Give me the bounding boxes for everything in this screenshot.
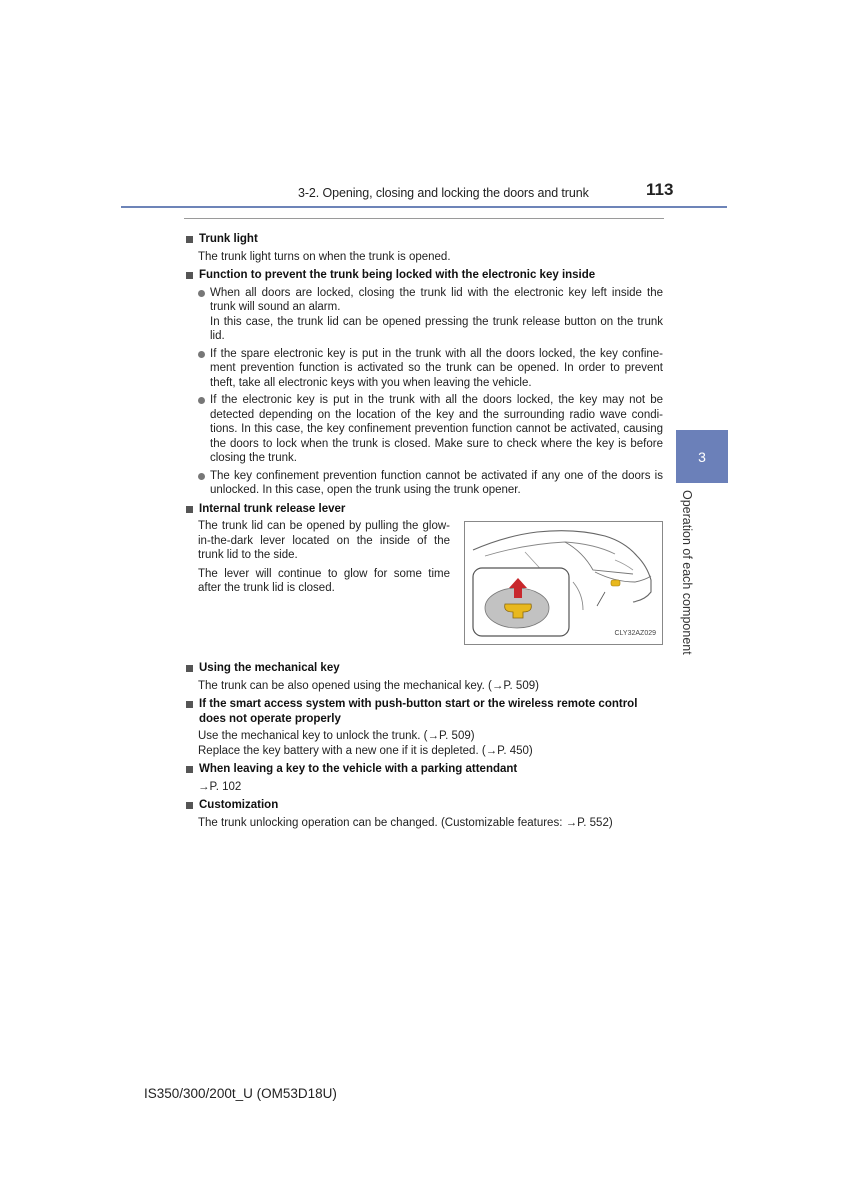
list-item	[198, 469, 663, 498]
section-internal-lever	[185, 502, 663, 646]
section-mechanical-key	[185, 661, 663, 693]
header-rule	[121, 206, 727, 208]
page-number: 113	[646, 180, 674, 199]
trunk-lever-illustration	[464, 521, 663, 645]
circle-bullet-icon	[198, 290, 205, 297]
square-bullet-icon	[186, 802, 193, 809]
bullet-text: If the electronic key is put in the trunk with all the doors locked, the key may not be detected depending on the location of the key and the surrounding radio wave condi- tions. In this case, the key confinement prevention function cannot be activated, causing the doors to lock when the trunk is closed. Make sure to check where the key is before closing the trunk.	[210, 394, 663, 464]
footer-model: IS350/300/200t_U (OM53D18U)	[144, 1086, 337, 1101]
list-item	[198, 393, 663, 466]
section-trunk-light	[185, 232, 663, 264]
square-bullet-icon	[186, 766, 193, 773]
list-item	[198, 347, 663, 391]
page-reference: →P. 102	[198, 780, 242, 793]
heading-parking-attendant	[185, 762, 663, 777]
heading-customization	[185, 798, 663, 813]
circle-bullet-icon	[198, 397, 205, 404]
header-section-title: 3-2. Opening, closing and locking the doors and trunk	[298, 186, 589, 200]
square-bullet-icon	[186, 236, 193, 243]
heading-text: Customization	[199, 799, 279, 811]
section-lock-prevention	[185, 268, 663, 498]
section-parking-attendant	[185, 762, 663, 794]
spacer	[185, 645, 663, 657]
heading-text: Function to prevent the trunk being locked with the electronic key inside	[199, 269, 596, 281]
heading-text: When leaving a key to the vehicle with a parking attendant	[199, 763, 518, 775]
lever-content	[185, 519, 663, 645]
heading-mechanical-key	[185, 661, 663, 676]
paragraph: Use the mechanical key to unlock the trunk. (→P. 509)	[198, 730, 475, 742]
paragraph: The trunk lid can be opened by pulling the glow-in-the-dark lever located on the inside of the trunk lid to the side.	[198, 520, 450, 561]
heading-trunk-light	[185, 232, 663, 247]
figure-code: CLY32AZ029	[614, 629, 656, 637]
section-customization	[185, 798, 663, 830]
chapter-number: 3	[698, 448, 706, 465]
heading-text: Trunk light	[199, 233, 258, 245]
heading-text: If the smart access system with push-button start or the wireless remote control does not operate properly	[199, 698, 638, 725]
paragraph: The trunk unlocking operation can be changed. (Customizable features: →P. 552)	[198, 816, 613, 829]
heading-internal-lever	[185, 502, 663, 517]
lever-text	[198, 519, 450, 645]
list-item	[198, 286, 663, 344]
circle-bullet-icon	[198, 351, 205, 358]
chapter-tab	[676, 430, 728, 483]
heading-smart-access	[185, 697, 663, 726]
paragraph: The trunk light turns on when the trunk is opened.	[198, 250, 451, 263]
bullet-text: If the spare electronic key is put in the trunk with all the doors locked, the key confine- ment prevention function is activated so the trunk can be opened. In order to prevent theft, take all electronic keys with you when leaving the vehicle.	[210, 347, 663, 389]
square-bullet-icon	[186, 701, 193, 708]
chapter-title: Operation of each component	[680, 490, 694, 655]
paragraph: The lever will continue to glow for some time after the trunk lid is closed.	[198, 567, 450, 594]
paragraph: Replace the key battery with a new one if it is depleted. (→P. 450)	[198, 744, 533, 757]
square-bullet-icon	[186, 665, 193, 672]
content-rule	[184, 218, 664, 219]
section-smart-access	[185, 697, 663, 758]
bullet-text: In this case, the trunk lid can be opened pressing the trunk release button on the trunk lid.	[210, 315, 663, 342]
main-content	[185, 228, 663, 830]
square-bullet-icon	[186, 272, 193, 279]
list-item-text	[210, 286, 663, 344]
paragraph: The trunk can be also opened using the mechanical key. (→P. 509)	[198, 679, 539, 692]
heading-text: Internal trunk release lever	[199, 502, 346, 515]
circle-bullet-icon	[198, 473, 205, 480]
bullet-text: When all doors are locked, closing the trunk lid with the electronic key left inside the trunk will sound an alarm.	[210, 286, 663, 313]
bullet-text: The key confinement prevention function cannot be activated if any one of the doors is unlocked. In this case, open the trunk using the trunk opener.	[210, 469, 663, 496]
heading-text: Using the mechanical key	[199, 662, 340, 674]
heading-lock-prevention	[185, 268, 663, 283]
square-bullet-icon	[186, 506, 193, 513]
